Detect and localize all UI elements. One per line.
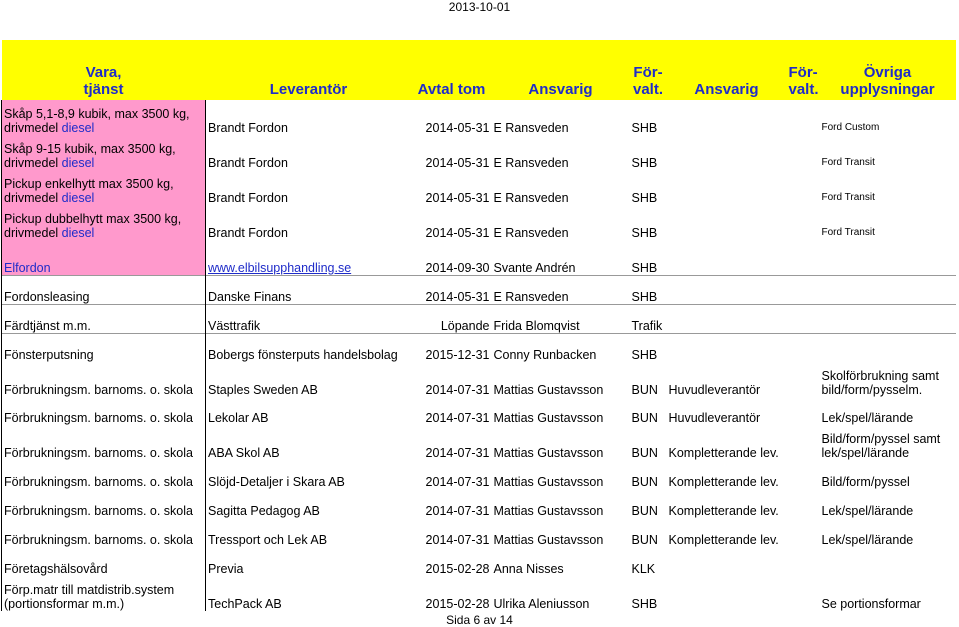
responsible-2-cell: Huvudleverantör [668, 383, 761, 397]
responsible-cell: E Ransveden [493, 156, 569, 170]
admin-cell: BUN [631, 533, 658, 547]
responsible-cell: Ulrika Aleniusson [493, 597, 590, 611]
responsible-2-cell: Kompletterande lev. [668, 475, 779, 489]
admin-cell: SHB [631, 226, 658, 240]
date-cell: Löpande [412, 304, 492, 333]
table-row [2, 518, 956, 547]
responsible-cell: Mattias Gustavsson [493, 446, 604, 460]
responsible-2-cell: Huvudleverantör [668, 411, 761, 425]
supplier-cell: Brandt Fordon [208, 226, 288, 240]
date-cell: 2015-12-31 [412, 333, 492, 362]
date-cell: 2014-05-31 [425, 191, 490, 205]
item-cell: Elfordon [2, 240, 206, 275]
note-cell: Ford Transit [821, 192, 875, 203]
note-cell: Bild/form/pyssel samt lek/spel/lärande [821, 432, 941, 460]
item-cell: Förbrukningsm. barnoms. o. skola [2, 362, 206, 397]
supplier-cell: Sagitta Pedagog AB [208, 504, 320, 518]
supplier-cell: Previa [208, 562, 244, 576]
supplier-cell: ABA Skol AB [208, 446, 280, 460]
table-row [2, 425, 956, 460]
date-cell: 2014-07-31 [425, 446, 490, 460]
item-cell: Förbrukningsm. barnoms. o. skola [2, 489, 206, 518]
responsible-cell: Mattias Gustavsson [493, 383, 604, 397]
header-row [2, 40, 956, 100]
date-cell: 2014-05-31 [425, 121, 490, 135]
responsible-cell: Frida Blomqvist [492, 304, 630, 333]
date-cell: 2014-09-30 [425, 260, 490, 275]
item-cell: Pickup enkelhytt max 3500 kg, drivmedel diesel [2, 170, 206, 205]
supplier-cell: Brandt Fordon [208, 156, 288, 170]
supplier-cell: Västtrafik [206, 304, 412, 333]
supplier-cell: Bobergs fönsterputs handelsbolag [206, 333, 412, 362]
responsible-2-cell: Kompletterande lev. [668, 504, 779, 518]
responsible-cell: E Ransveden [492, 275, 630, 304]
table-row [2, 397, 956, 425]
item-cell: Fordonsleasing [2, 275, 206, 304]
table-row [2, 170, 956, 205]
item-cell: Pickup dubbelhytt max 3500 kg, drivmedel diesel [2, 205, 206, 240]
admin-cell: SHB [630, 333, 667, 362]
header-responsible-2: Ansvarig [667, 40, 787, 100]
responsible-cell: Mattias Gustavsson [493, 504, 604, 518]
date-cell: 2014-05-31 [412, 275, 492, 304]
admin-cell: SHB [631, 156, 658, 170]
admin-cell: SHB [631, 121, 658, 135]
note-cell: Lek/spel/lärande [821, 411, 914, 425]
responsible-cell: Svante Andrén [493, 260, 576, 275]
item-cell: Förp.matr till matdistrib.system (portionsformar m.m.) [2, 576, 206, 611]
item-cell: Förbrukningsm. barnoms. o. skola [2, 518, 206, 547]
date-cell: 2014-07-31 [425, 475, 490, 489]
note-cell: Se portionsformar [821, 597, 921, 611]
note-cell: Lek/spel/lärande [821, 533, 914, 547]
admin-cell: BUN [631, 504, 658, 518]
responsible-cell: E Ransveden [493, 226, 569, 240]
date-cell: 2014-05-31 [425, 156, 490, 170]
item-cell: Förbrukningsm. barnoms. o. skola [2, 397, 206, 425]
header-contract-end: Avtal tom [412, 40, 492, 100]
responsible-2-cell: Kompletterande lev. [668, 533, 779, 547]
table-row [2, 304, 956, 333]
header-admin-2: För- valt. [787, 40, 820, 100]
item-cell: Skåp 5,1-8,9 kubik, max 3500 kg, drivmedel diesel [2, 100, 206, 135]
admin-cell: SHB [631, 191, 658, 205]
date-cell: 2014-05-31 [425, 226, 490, 240]
table-row [2, 275, 956, 304]
responsible-cell: Mattias Gustavsson [493, 475, 604, 489]
responsible-cell: E Ransveden [493, 191, 569, 205]
supplier-cell: Brandt Fordon [208, 191, 288, 205]
supplier-cell: Staples Sweden AB [208, 383, 318, 397]
header-admin: För- valt. [630, 40, 667, 100]
table-row [2, 205, 956, 240]
date-cell: 2014-07-31 [425, 504, 490, 518]
item-cell: Skåp 9-15 kubik, max 3500 kg, drivmedel diesel [2, 135, 206, 170]
admin-cell: SHB [631, 260, 658, 275]
header-supplier: Leverantör [206, 40, 412, 100]
supplier-cell: Tressport och Lek AB [208, 533, 328, 547]
responsible-cell: Conny Runbacken [492, 333, 630, 362]
note-cell: Ford Transit [821, 157, 875, 168]
date-cell: 2015-02-28 [425, 562, 490, 576]
admin-cell: Trafik [630, 304, 667, 333]
table-row [2, 489, 956, 518]
table-row [2, 240, 956, 275]
admin-cell: SHB [631, 597, 658, 611]
admin-cell: BUN [631, 383, 658, 397]
item-cell: Färdtjänst m.m. [2, 304, 206, 333]
responsible-cell: Anna Nisses [493, 562, 564, 576]
responsible-cell: E Ransveden [493, 121, 569, 135]
note-cell: Ford Transit [821, 227, 875, 238]
page-date: 2013-10-01 [448, 0, 511, 14]
supplier-cell: Danske Finans [206, 275, 412, 304]
admin-cell: BUN [631, 475, 658, 489]
supplier-table [1, 40, 956, 611]
item-cell: Företagshälsovård [2, 547, 206, 576]
header-other-info: Övriga upplysningar [820, 40, 956, 100]
note-cell: Lek/spel/lärande [821, 504, 914, 518]
header-item: Vara, tjänst [2, 40, 206, 100]
table-row [2, 100, 956, 135]
admin-cell: BUN [631, 411, 658, 425]
date-cell: 2014-07-31 [425, 411, 490, 425]
table-row [2, 333, 956, 362]
item-cell: Förbrukningsm. barnoms. o. skola [2, 460, 206, 489]
supplier-cell: Lekolar AB [208, 411, 269, 425]
supplier-cell: TechPack AB [208, 597, 282, 611]
date-cell: 2014-07-31 [425, 383, 490, 397]
table-row [2, 362, 956, 397]
date-cell: 2014-07-31 [425, 533, 490, 547]
table-row [2, 460, 956, 489]
supplier-cell: Slöjd-Detaljer i Skara AB [208, 475, 345, 489]
responsible-cell: Mattias Gustavsson [493, 533, 604, 547]
responsible-cell: Mattias Gustavsson [493, 411, 604, 425]
admin-cell: KLK [631, 562, 656, 576]
date-cell: 2015-02-28 [425, 597, 490, 611]
note-cell: Ford Custom [821, 122, 880, 133]
supplier-cell: Brandt Fordon [208, 121, 288, 135]
supplier-link[interactable]: www.elbilsupphandling.se [208, 260, 352, 275]
table-row [2, 135, 956, 170]
admin-cell: BUN [631, 446, 658, 460]
note-cell: Skolförbrukning samt bild/form/pysselm. [821, 369, 939, 397]
admin-cell: SHB [630, 275, 667, 304]
table-row [2, 576, 956, 611]
page-footer: Sida 6 av 14 [446, 613, 513, 627]
table-row [2, 547, 956, 576]
responsible-2-cell: Kompletterande lev. [668, 446, 779, 460]
item-cell: Förbrukningsm. barnoms. o. skola [2, 425, 206, 460]
note-cell: Bild/form/pyssel [821, 475, 910, 489]
header-responsible: Ansvarig [492, 40, 630, 100]
item-cell: Fönsterputsning [2, 333, 206, 362]
